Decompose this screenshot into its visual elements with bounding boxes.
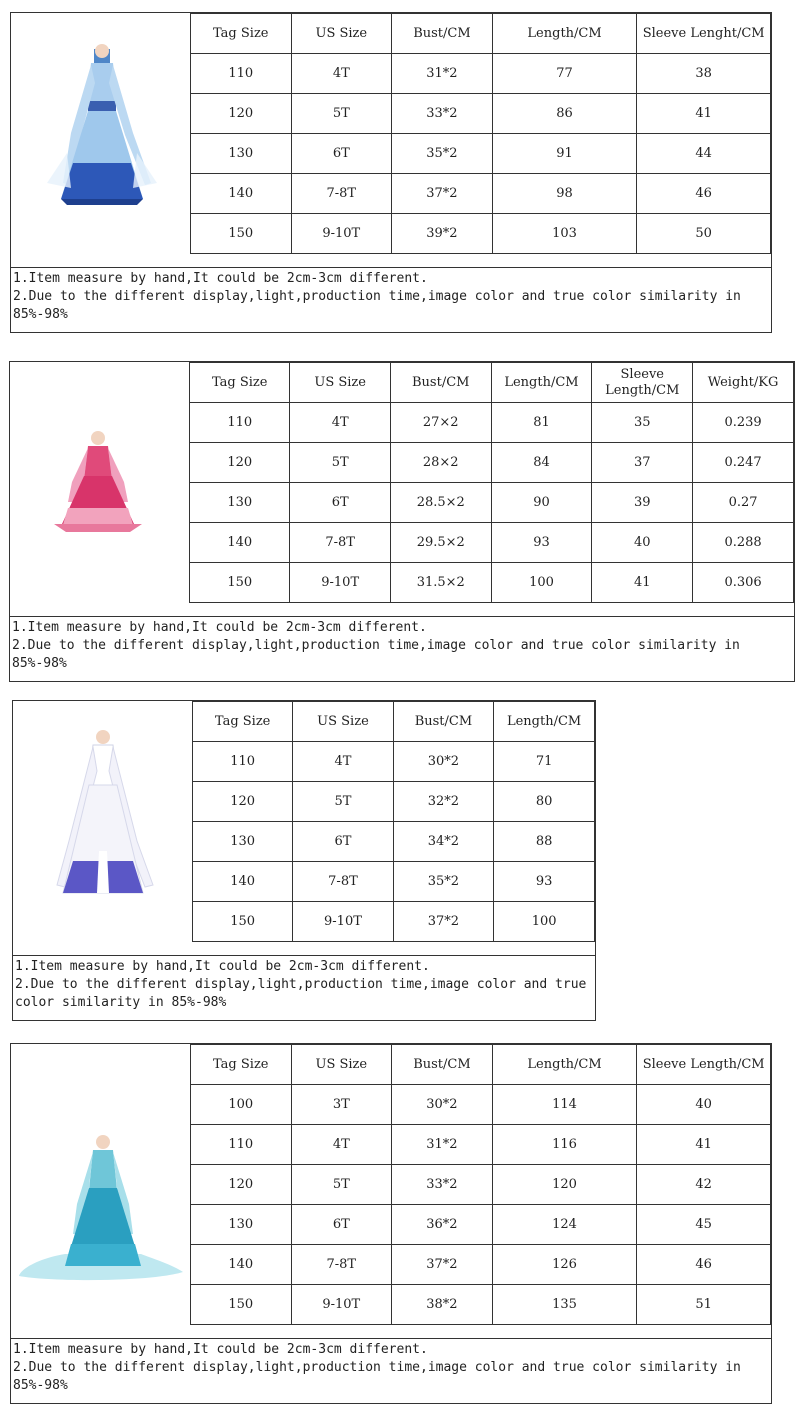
header-us-size: US Size	[290, 363, 390, 403]
header-tag-size: Tag Size	[190, 363, 290, 403]
cell: 7-8T	[290, 523, 390, 563]
cell: 150	[190, 563, 290, 603]
note-line: 2.Due to the different display,light,production time,image color and true color similarity in 85%-98%	[12, 638, 740, 671]
cell: 120	[191, 94, 292, 134]
cell: 30*2	[392, 1085, 493, 1125]
cell: 0.27	[693, 483, 794, 523]
note-line: 2.Due to the different display,light,production time,image color and true color similarity in 85%-98%	[13, 1360, 741, 1393]
table-row	[191, 1085, 771, 1125]
cell: 9-10T	[291, 214, 392, 254]
table-row	[191, 214, 771, 254]
pink-dress-icon	[10, 362, 189, 602]
cell: 6T	[290, 483, 390, 523]
cell: 4T	[293, 742, 393, 782]
table-row	[191, 1205, 771, 1245]
cell: 9-10T	[291, 1285, 392, 1325]
cell: 41	[637, 94, 771, 134]
note-line: 1.Item measure by hand,It could be 2cm-3cm different.	[13, 271, 428, 286]
cell: 33*2	[392, 94, 493, 134]
cell: 150	[191, 1285, 292, 1325]
table-row	[191, 174, 771, 214]
header-sleeve: Sleeve Length/CM	[637, 1045, 771, 1085]
header-bust: Bust/CM	[392, 14, 493, 54]
cell: 130	[193, 822, 293, 862]
table-row	[191, 94, 771, 134]
notes-2	[10, 616, 794, 673]
cell: 140	[193, 862, 293, 902]
cell: 44	[637, 134, 771, 174]
cell: 77	[492, 54, 637, 94]
cell: 4T	[291, 1125, 392, 1165]
dress-image-2	[10, 362, 189, 602]
cell: 86	[492, 94, 637, 134]
cell: 140	[191, 1245, 292, 1285]
header-bust: Bust/CM	[393, 702, 494, 742]
cell: 9-10T	[293, 902, 393, 942]
cell: 28×2	[390, 443, 491, 483]
cell: 31*2	[392, 1125, 493, 1165]
cell: 116	[492, 1125, 637, 1165]
size-chart-4	[10, 1043, 772, 1404]
cell: 93	[491, 523, 592, 563]
note-line: 1.Item measure by hand,It could be 2cm-3cm different.	[13, 1342, 428, 1357]
table-row	[191, 1285, 771, 1325]
table-row	[190, 523, 794, 563]
cell: 38*2	[392, 1285, 493, 1325]
dress-image-3	[13, 701, 192, 941]
cell: 7-8T	[293, 862, 393, 902]
table-row	[190, 483, 794, 523]
header-length: Length/CM	[492, 14, 637, 54]
cell: 30*2	[393, 742, 494, 782]
cell: 45	[637, 1205, 771, 1245]
size-table-2	[189, 362, 794, 603]
cell: 35*2	[392, 134, 493, 174]
header-length: Length/CM	[494, 702, 595, 742]
cell: 91	[492, 134, 637, 174]
cell: 100	[491, 563, 592, 603]
note-line: 2.Due to the different display,light,production time,image color and true color similarity in 85%-98%	[15, 977, 587, 1010]
table-row	[191, 134, 771, 174]
cell: 6T	[293, 822, 393, 862]
cell: 37*2	[393, 902, 494, 942]
cell: 140	[190, 523, 290, 563]
cell: 103	[492, 214, 637, 254]
cell: 100	[494, 902, 595, 942]
header-us-size: US Size	[293, 702, 393, 742]
note-line: 1.Item measure by hand,It could be 2cm-3cm different.	[15, 959, 430, 974]
cell: 130	[191, 134, 292, 174]
cell: 124	[492, 1205, 637, 1245]
header-length: Length/CM	[491, 363, 592, 403]
cell: 37*2	[392, 174, 493, 214]
notes-4	[11, 1338, 771, 1395]
cell: 35	[592, 403, 693, 443]
table-row	[193, 742, 595, 782]
table-row	[193, 862, 595, 902]
cell: 93	[494, 862, 595, 902]
header-tag-size: Tag Size	[193, 702, 293, 742]
cell: 80	[494, 782, 595, 822]
table-row	[190, 403, 794, 443]
blue-dress-icon	[11, 13, 190, 253]
cell: 120	[191, 1165, 292, 1205]
cell: 130	[191, 1205, 292, 1245]
cell: 42	[637, 1165, 771, 1205]
cell: 120	[193, 782, 293, 822]
header-tag-size: Tag Size	[191, 1045, 292, 1085]
size-chart-2	[9, 361, 795, 682]
cell: 150	[191, 214, 292, 254]
cell: 5T	[290, 443, 390, 483]
header-sleeve: Sleeve Lenght/CM	[637, 14, 771, 54]
table-row	[190, 443, 794, 483]
cell: 110	[190, 403, 290, 443]
cell: 35*2	[393, 862, 494, 902]
cell: 5T	[293, 782, 393, 822]
teal-dress-icon	[11, 1044, 190, 1324]
cell: 0.288	[693, 523, 794, 563]
cell: 27×2	[390, 403, 491, 443]
table-row	[191, 1125, 771, 1165]
cell: 130	[190, 483, 290, 523]
cell: 120	[190, 443, 290, 483]
notes-1	[11, 267, 771, 324]
size-table-4	[190, 1044, 771, 1325]
dress-image-4	[11, 1044, 190, 1324]
cell: 84	[491, 443, 592, 483]
cell: 33*2	[392, 1165, 493, 1205]
cell: 9-10T	[290, 563, 390, 603]
cell: 4T	[291, 54, 392, 94]
note-line: 2.Due to the different display,light,production time,image color and true color similarity in 85%-98%	[13, 289, 741, 322]
header-length: Length/CM	[492, 1045, 637, 1085]
table-row	[191, 54, 771, 94]
notes-3	[13, 955, 595, 1012]
cell: 81	[491, 403, 592, 443]
cell: 28.5×2	[390, 483, 491, 523]
cell: 39	[592, 483, 693, 523]
size-chart-3	[12, 700, 596, 1021]
size-chart-1	[10, 12, 772, 333]
cell: 110	[191, 54, 292, 94]
header-us-size: US Size	[291, 1045, 392, 1085]
cell: 6T	[291, 134, 392, 174]
table-row	[191, 1245, 771, 1285]
cell: 150	[193, 902, 293, 942]
table-row	[191, 1165, 771, 1205]
cell: 135	[492, 1285, 637, 1325]
cell: 140	[191, 174, 292, 214]
cell: 71	[494, 742, 595, 782]
cell: 40	[592, 523, 693, 563]
cell: 34*2	[393, 822, 494, 862]
cell: 110	[191, 1125, 292, 1165]
cell: 0.247	[693, 443, 794, 483]
header-sleeve: Sleeve Length/CM	[592, 363, 693, 403]
table-row	[193, 822, 595, 862]
cell: 3T	[291, 1085, 392, 1125]
size-table-3	[192, 701, 595, 942]
header-bust: Bust/CM	[390, 363, 491, 403]
cell: 114	[492, 1085, 637, 1125]
cell: 88	[494, 822, 595, 862]
cell: 51	[637, 1285, 771, 1325]
header-us-size: US Size	[291, 14, 392, 54]
white-dress-icon	[13, 701, 192, 941]
table-row	[190, 563, 794, 603]
cell: 41	[637, 1125, 771, 1165]
table-row	[193, 782, 595, 822]
cell: 0.306	[693, 563, 794, 603]
cell: 31*2	[392, 54, 493, 94]
cell: 36*2	[392, 1205, 493, 1245]
cell: 41	[592, 563, 693, 603]
cell: 46	[637, 174, 771, 214]
cell: 98	[492, 174, 637, 214]
cell: 32*2	[393, 782, 494, 822]
cell: 38	[637, 54, 771, 94]
cell: 40	[637, 1085, 771, 1125]
cell: 39*2	[392, 214, 493, 254]
cell: 37	[592, 443, 693, 483]
cell: 5T	[291, 94, 392, 134]
cell: 110	[193, 742, 293, 782]
cell: 31.5×2	[390, 563, 491, 603]
dress-image-1	[11, 13, 190, 253]
cell: 37*2	[392, 1245, 493, 1285]
cell: 29.5×2	[390, 523, 491, 563]
cell: 4T	[290, 403, 390, 443]
cell: 90	[491, 483, 592, 523]
header-weight: Weight/KG	[693, 363, 794, 403]
table-row	[193, 902, 595, 942]
header-tag-size: Tag Size	[191, 14, 292, 54]
cell: 100	[191, 1085, 292, 1125]
size-table-1	[190, 13, 771, 254]
cell: 6T	[291, 1205, 392, 1245]
note-line: 1.Item measure by hand,It could be 2cm-3cm different.	[12, 620, 427, 635]
header-bust: Bust/CM	[392, 1045, 493, 1085]
cell: 5T	[291, 1165, 392, 1205]
cell: 126	[492, 1245, 637, 1285]
cell: 50	[637, 214, 771, 254]
cell: 46	[637, 1245, 771, 1285]
cell: 7-8T	[291, 1245, 392, 1285]
cell: 0.239	[693, 403, 794, 443]
cell: 120	[492, 1165, 637, 1205]
cell: 7-8T	[291, 174, 392, 214]
